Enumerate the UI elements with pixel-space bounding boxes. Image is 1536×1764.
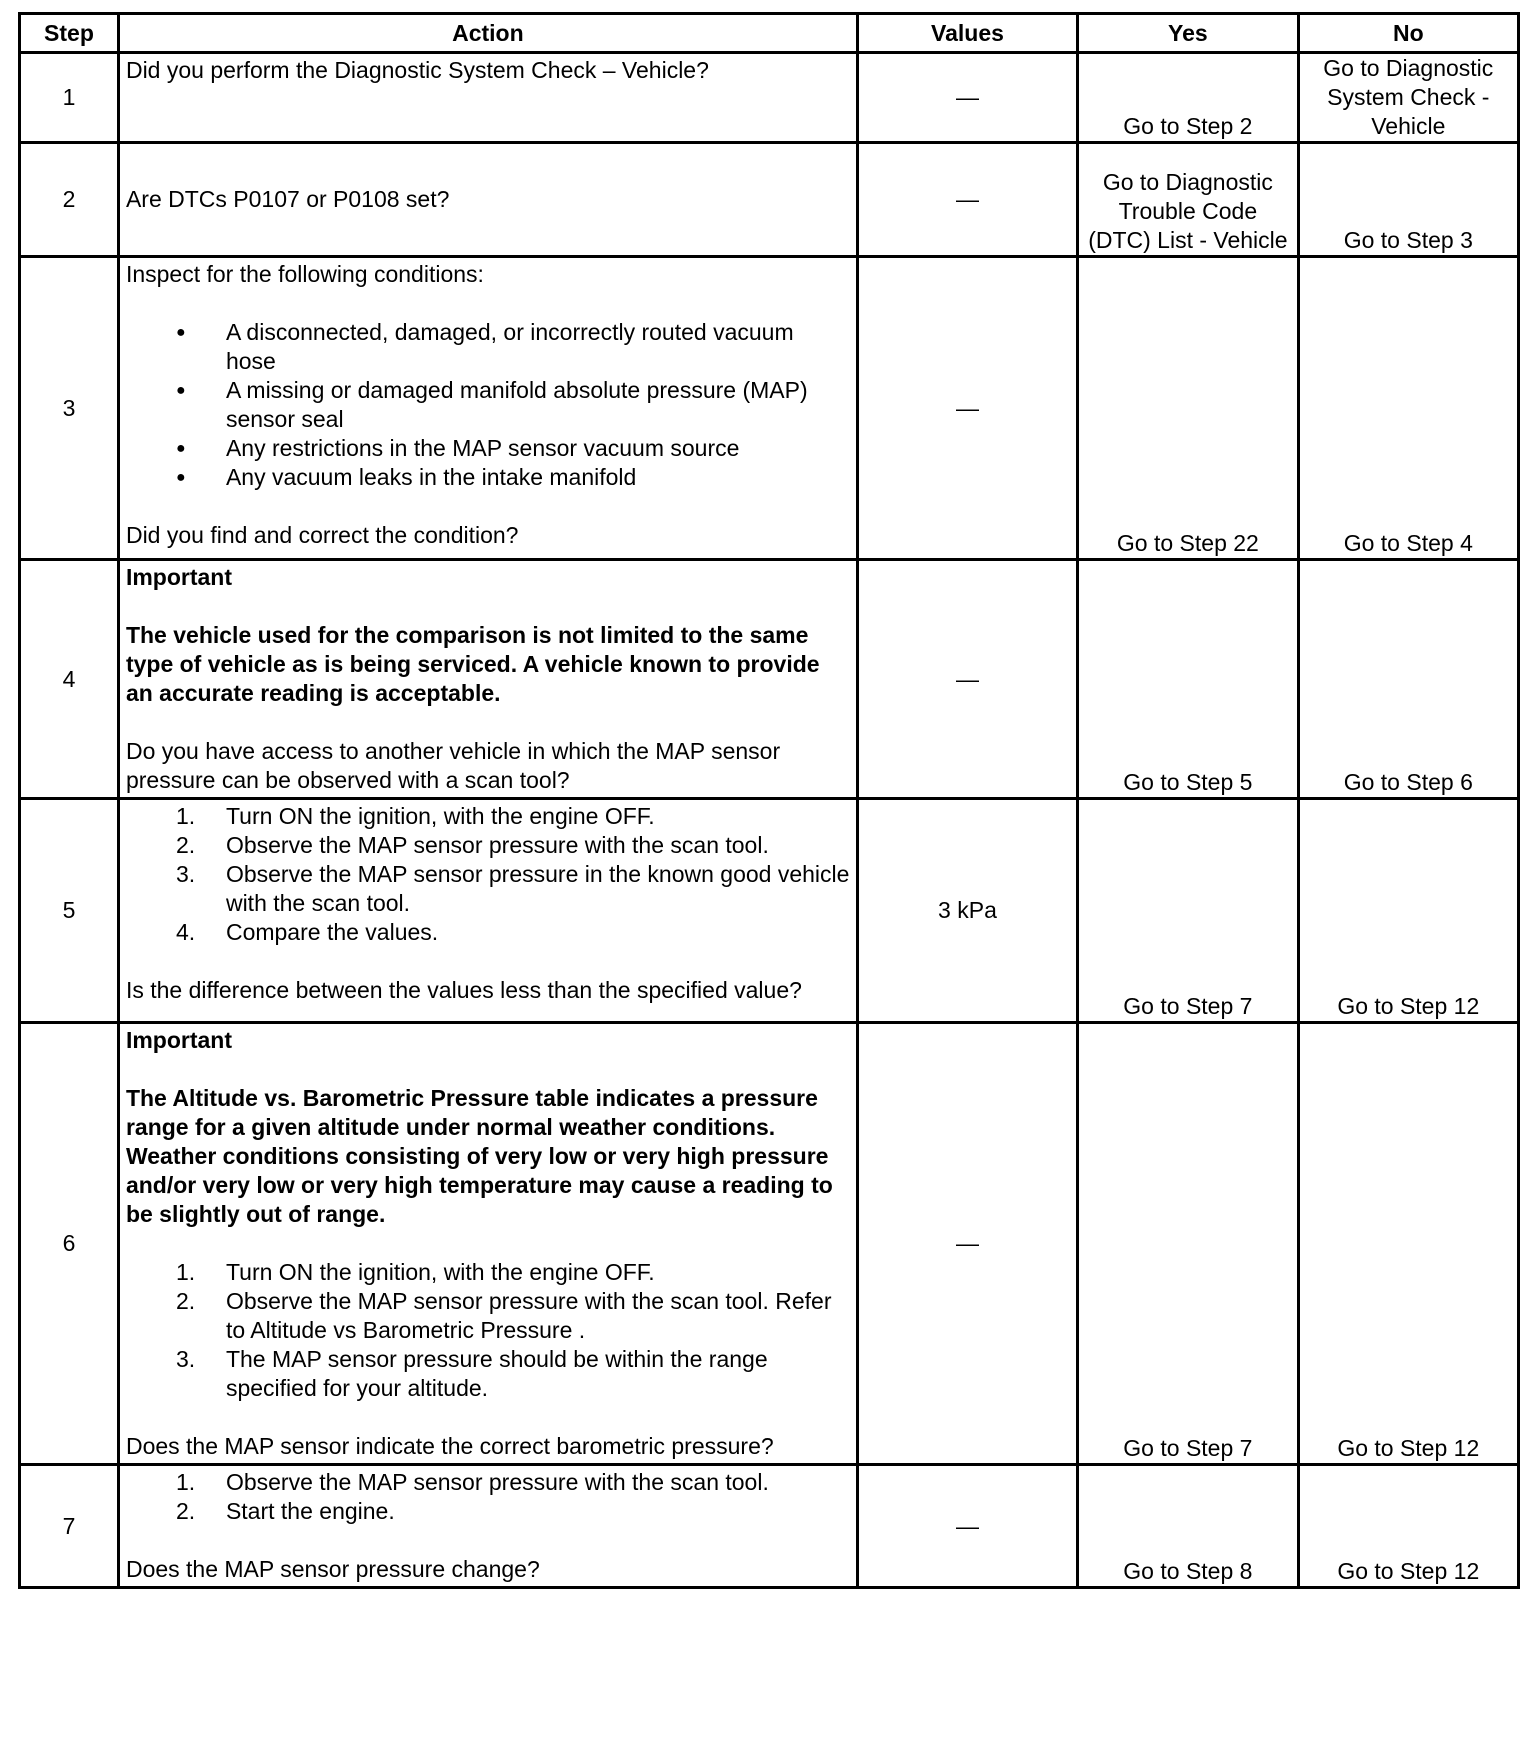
action-cell bbox=[118, 143, 857, 257]
header-step: Step bbox=[20, 14, 119, 53]
header-row bbox=[20, 14, 1519, 53]
action-cell bbox=[118, 560, 857, 799]
list-item: 3. The MAP sensor pressure should be within the range specified for your altitude. bbox=[175, 1346, 768, 1401]
procedure-list bbox=[126, 1258, 850, 1403]
table-row bbox=[20, 53, 1519, 143]
table-row bbox=[20, 1023, 1519, 1465]
header-no: No bbox=[1298, 14, 1518, 53]
yes-cell: Go to Step 7 bbox=[1078, 799, 1298, 1023]
table-row bbox=[20, 560, 1519, 799]
list-item: 3. Observe the MAP sensor pressure in the known good vehicle with the scan tool. bbox=[175, 861, 850, 916]
header-action: Action bbox=[118, 14, 857, 53]
no-cell: Go to Step 3 bbox=[1298, 143, 1518, 257]
list-item: 1. Turn ON the ignition, with the engine OFF. bbox=[175, 1259, 655, 1285]
condition-list bbox=[126, 318, 850, 492]
important-heading: Important bbox=[125, 1027, 233, 1053]
step-number: 3 bbox=[20, 257, 119, 560]
list-item: 4. Compare the values. bbox=[175, 919, 439, 945]
no-cell: Go to Diagnostic System Check - Vehicle bbox=[1298, 53, 1518, 143]
value-cell: 3 kPa bbox=[857, 799, 1077, 1023]
no-cell: Go to Step 4 bbox=[1298, 257, 1518, 560]
action-cell bbox=[118, 1465, 857, 1588]
action-question: Did you find and correct the condition? bbox=[125, 522, 519, 548]
step-number: 7 bbox=[20, 1465, 119, 1588]
list-item: 1. Turn ON the ignition, with the engine OFF. bbox=[175, 803, 655, 829]
yes-cell: Go to Step 5 bbox=[1078, 560, 1298, 799]
list-item: ● Any restrictions in the MAP sensor vacuum source bbox=[126, 434, 850, 463]
yes-cell: Go to Step 22 bbox=[1078, 257, 1298, 560]
action-question: Does the MAP sensor indicate the correct barometric pressure? bbox=[125, 1433, 774, 1459]
step-number: 1 bbox=[20, 53, 119, 143]
procedure-list bbox=[126, 802, 850, 947]
no-cell: Go to Step 12 bbox=[1298, 1465, 1518, 1588]
header-yes: Yes bbox=[1078, 14, 1298, 53]
step-number: 2 bbox=[20, 143, 119, 257]
value-cell: — bbox=[857, 1465, 1077, 1588]
important-heading: Important bbox=[125, 564, 233, 590]
list-item: 2. Observe the MAP sensor pressure with the scan tool. bbox=[175, 832, 769, 858]
list-item: 2. Start the engine. bbox=[175, 1498, 395, 1524]
yes-cell: Go to Step 8 bbox=[1078, 1465, 1298, 1588]
yes-cell: Go to Diagnostic Trouble Code (DTC) List - Vehicle bbox=[1078, 143, 1298, 257]
action-question: Is the difference between the values less than the specified value? bbox=[125, 977, 802, 1003]
action-cell bbox=[118, 799, 857, 1023]
value-cell: — bbox=[857, 257, 1077, 560]
table-row bbox=[20, 799, 1519, 1023]
step-number: 6 bbox=[20, 1023, 119, 1465]
step-number: 4 bbox=[20, 560, 119, 799]
value-cell: — bbox=[857, 560, 1077, 799]
action-question: Do you have access to another vehicle in which the MAP sensor pressure can be observed with a scan tool? bbox=[125, 738, 781, 793]
action-cell bbox=[118, 53, 857, 143]
procedure-list bbox=[126, 1468, 850, 1526]
list-item: 2. Observe the MAP sensor pressure with the scan tool. Refer to Altitude vs Barometric Pressure . bbox=[175, 1288, 832, 1343]
action-question: Does the MAP sensor pressure change? bbox=[125, 1556, 540, 1582]
important-note: The vehicle used for the comparison is not limited to the same type of vehicle as is being serviced. A vehicle known to provide an accurate reading is acceptable. bbox=[125, 622, 820, 706]
no-cell: Go to Step 12 bbox=[1298, 1023, 1518, 1465]
table-row bbox=[20, 143, 1519, 257]
diagnostic-table bbox=[18, 12, 1520, 1589]
action-cell bbox=[118, 1023, 857, 1465]
list-item: ● A disconnected, damaged, or incorrectly routed vacuum hose bbox=[126, 318, 850, 376]
no-cell: Go to Step 6 bbox=[1298, 560, 1518, 799]
list-item: ● A missing or damaged manifold absolute pressure (MAP) sensor seal bbox=[126, 376, 850, 434]
action-question: Did you perform the Diagnostic System Check – Vehicle? bbox=[125, 57, 709, 83]
yes-cell: Go to Step 2 bbox=[1078, 53, 1298, 143]
list-item: ● Any vacuum leaks in the intake manifold bbox=[126, 463, 850, 492]
action-cell bbox=[118, 257, 857, 560]
table-row bbox=[20, 1465, 1519, 1588]
header-values: Values bbox=[857, 14, 1077, 53]
table-row bbox=[20, 257, 1519, 560]
value-cell: — bbox=[857, 1023, 1077, 1465]
value-cell: — bbox=[857, 53, 1077, 143]
step-number: 5 bbox=[20, 799, 119, 1023]
action-question: Are DTCs P0107 or P0108 set? bbox=[125, 186, 450, 212]
no-cell: Go to Step 12 bbox=[1298, 799, 1518, 1023]
important-note: The Altitude vs. Barometric Pressure table indicates a pressure range for a given altitude under normal weather conditions. Weather conditions consisting of very low or very high pressure and/or very low or very high temperature may cause a reading to be slightly out of range. bbox=[125, 1085, 833, 1227]
yes-cell: Go to Step 7 bbox=[1078, 1023, 1298, 1465]
value-cell: — bbox=[857, 143, 1077, 257]
list-item: 1. Observe the MAP sensor pressure with the scan tool. bbox=[175, 1469, 769, 1495]
action-intro: Inspect for the following conditions: bbox=[125, 261, 484, 287]
